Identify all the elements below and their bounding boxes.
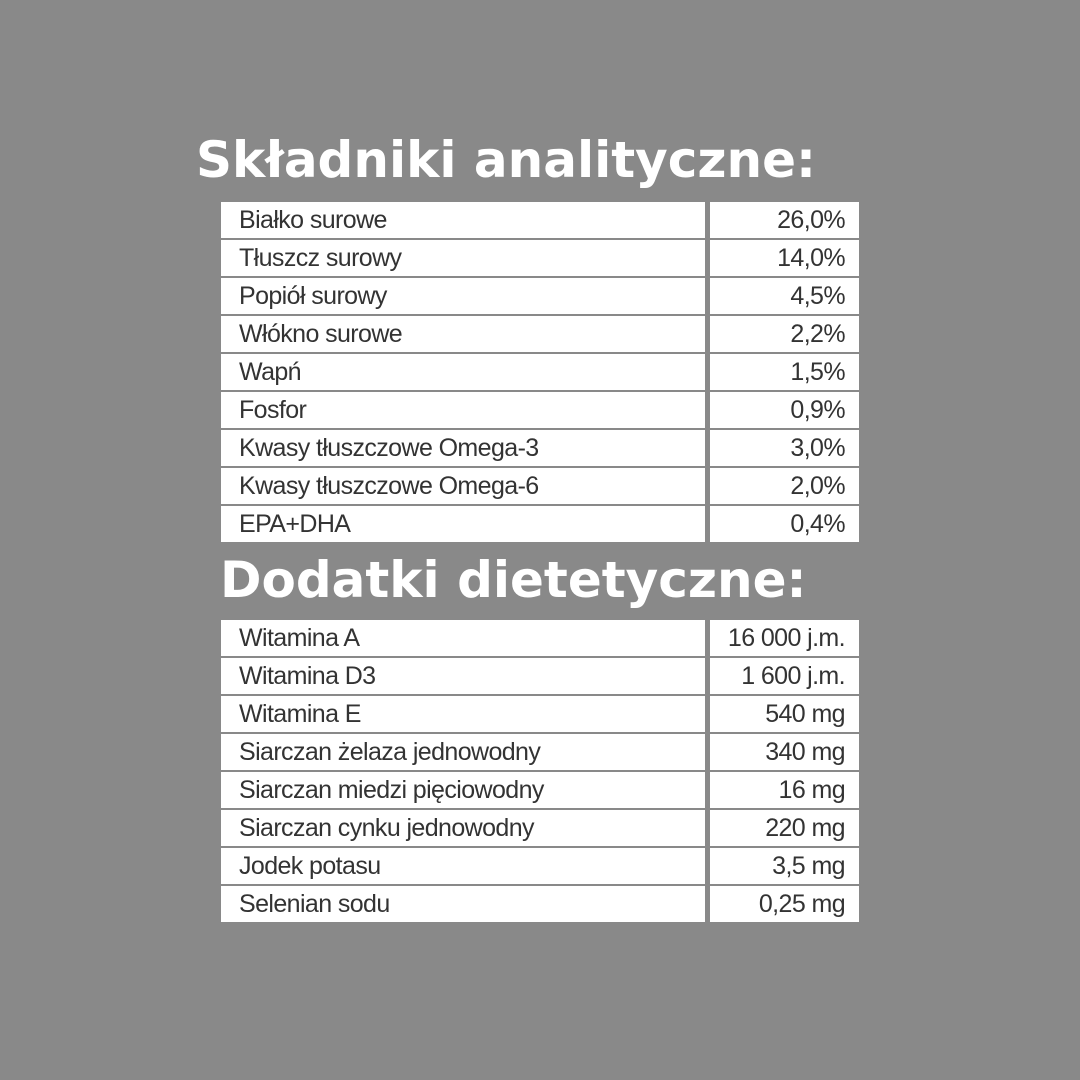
row-value: 26,0%	[710, 202, 859, 238]
row-label: Włókno surowe	[221, 316, 705, 352]
table-row	[221, 810, 859, 846]
row-value: 1,5%	[710, 354, 859, 390]
dietary-additives-table	[221, 620, 859, 924]
row-value: 16 000 j.m.	[710, 620, 859, 656]
row-label: Kwasy tłuszczowe Omega-3	[221, 430, 705, 466]
table-row	[221, 202, 859, 238]
row-value: 2,0%	[710, 468, 859, 504]
row-value: 14,0%	[710, 240, 859, 276]
row-value: 1 600 j.m.	[710, 658, 859, 694]
row-label: Witamina A	[221, 620, 705, 656]
row-label: Selenian sodu	[221, 886, 705, 922]
row-value: 540 mg	[710, 696, 859, 732]
table-row	[221, 392, 859, 428]
table-row	[221, 240, 859, 276]
table-row	[221, 658, 859, 694]
row-label: Siarczan żelaza jednowodny	[221, 734, 705, 770]
table-row	[221, 886, 859, 922]
row-label: Wapń	[221, 354, 705, 390]
row-value: 3,0%	[710, 430, 859, 466]
row-label: Siarczan miedzi pięciowodny	[221, 772, 705, 808]
row-value: 2,2%	[710, 316, 859, 352]
row-value: 16 mg	[710, 772, 859, 808]
row-label: Fosfor	[221, 392, 705, 428]
row-label: Popiół surowy	[221, 278, 705, 314]
row-value: 4,5%	[710, 278, 859, 314]
table-row	[221, 772, 859, 808]
row-label: Tłuszcz surowy	[221, 240, 705, 276]
row-label: Witamina D3	[221, 658, 705, 694]
table-row	[221, 696, 859, 732]
table-row	[221, 278, 859, 314]
row-label: Kwasy tłuszczowe Omega-6	[221, 468, 705, 504]
row-value: 0,4%	[710, 506, 859, 542]
row-value: 3,5 mg	[710, 848, 859, 884]
row-value: 0,9%	[710, 392, 859, 428]
analytic-components-heading: Składniki analityczne:	[196, 131, 816, 189]
row-label: EPA+DHA	[221, 506, 705, 542]
row-label: Siarczan cynku jednowodny	[221, 810, 705, 846]
table-row	[221, 430, 859, 466]
table-row	[221, 734, 859, 770]
row-label: Witamina E	[221, 696, 705, 732]
row-value: 340 mg	[710, 734, 859, 770]
row-label: Jodek potasu	[221, 848, 705, 884]
dietary-additives-heading: Dodatki dietetyczne:	[220, 551, 807, 609]
table-row	[221, 620, 859, 656]
table-row	[221, 848, 859, 884]
analytic-components-table	[221, 202, 859, 544]
table-row	[221, 468, 859, 504]
row-label: Białko surowe	[221, 202, 705, 238]
table-row	[221, 506, 859, 542]
row-value: 220 mg	[710, 810, 859, 846]
row-value: 0,25 mg	[710, 886, 859, 922]
table-row	[221, 316, 859, 352]
table-row	[221, 354, 859, 390]
